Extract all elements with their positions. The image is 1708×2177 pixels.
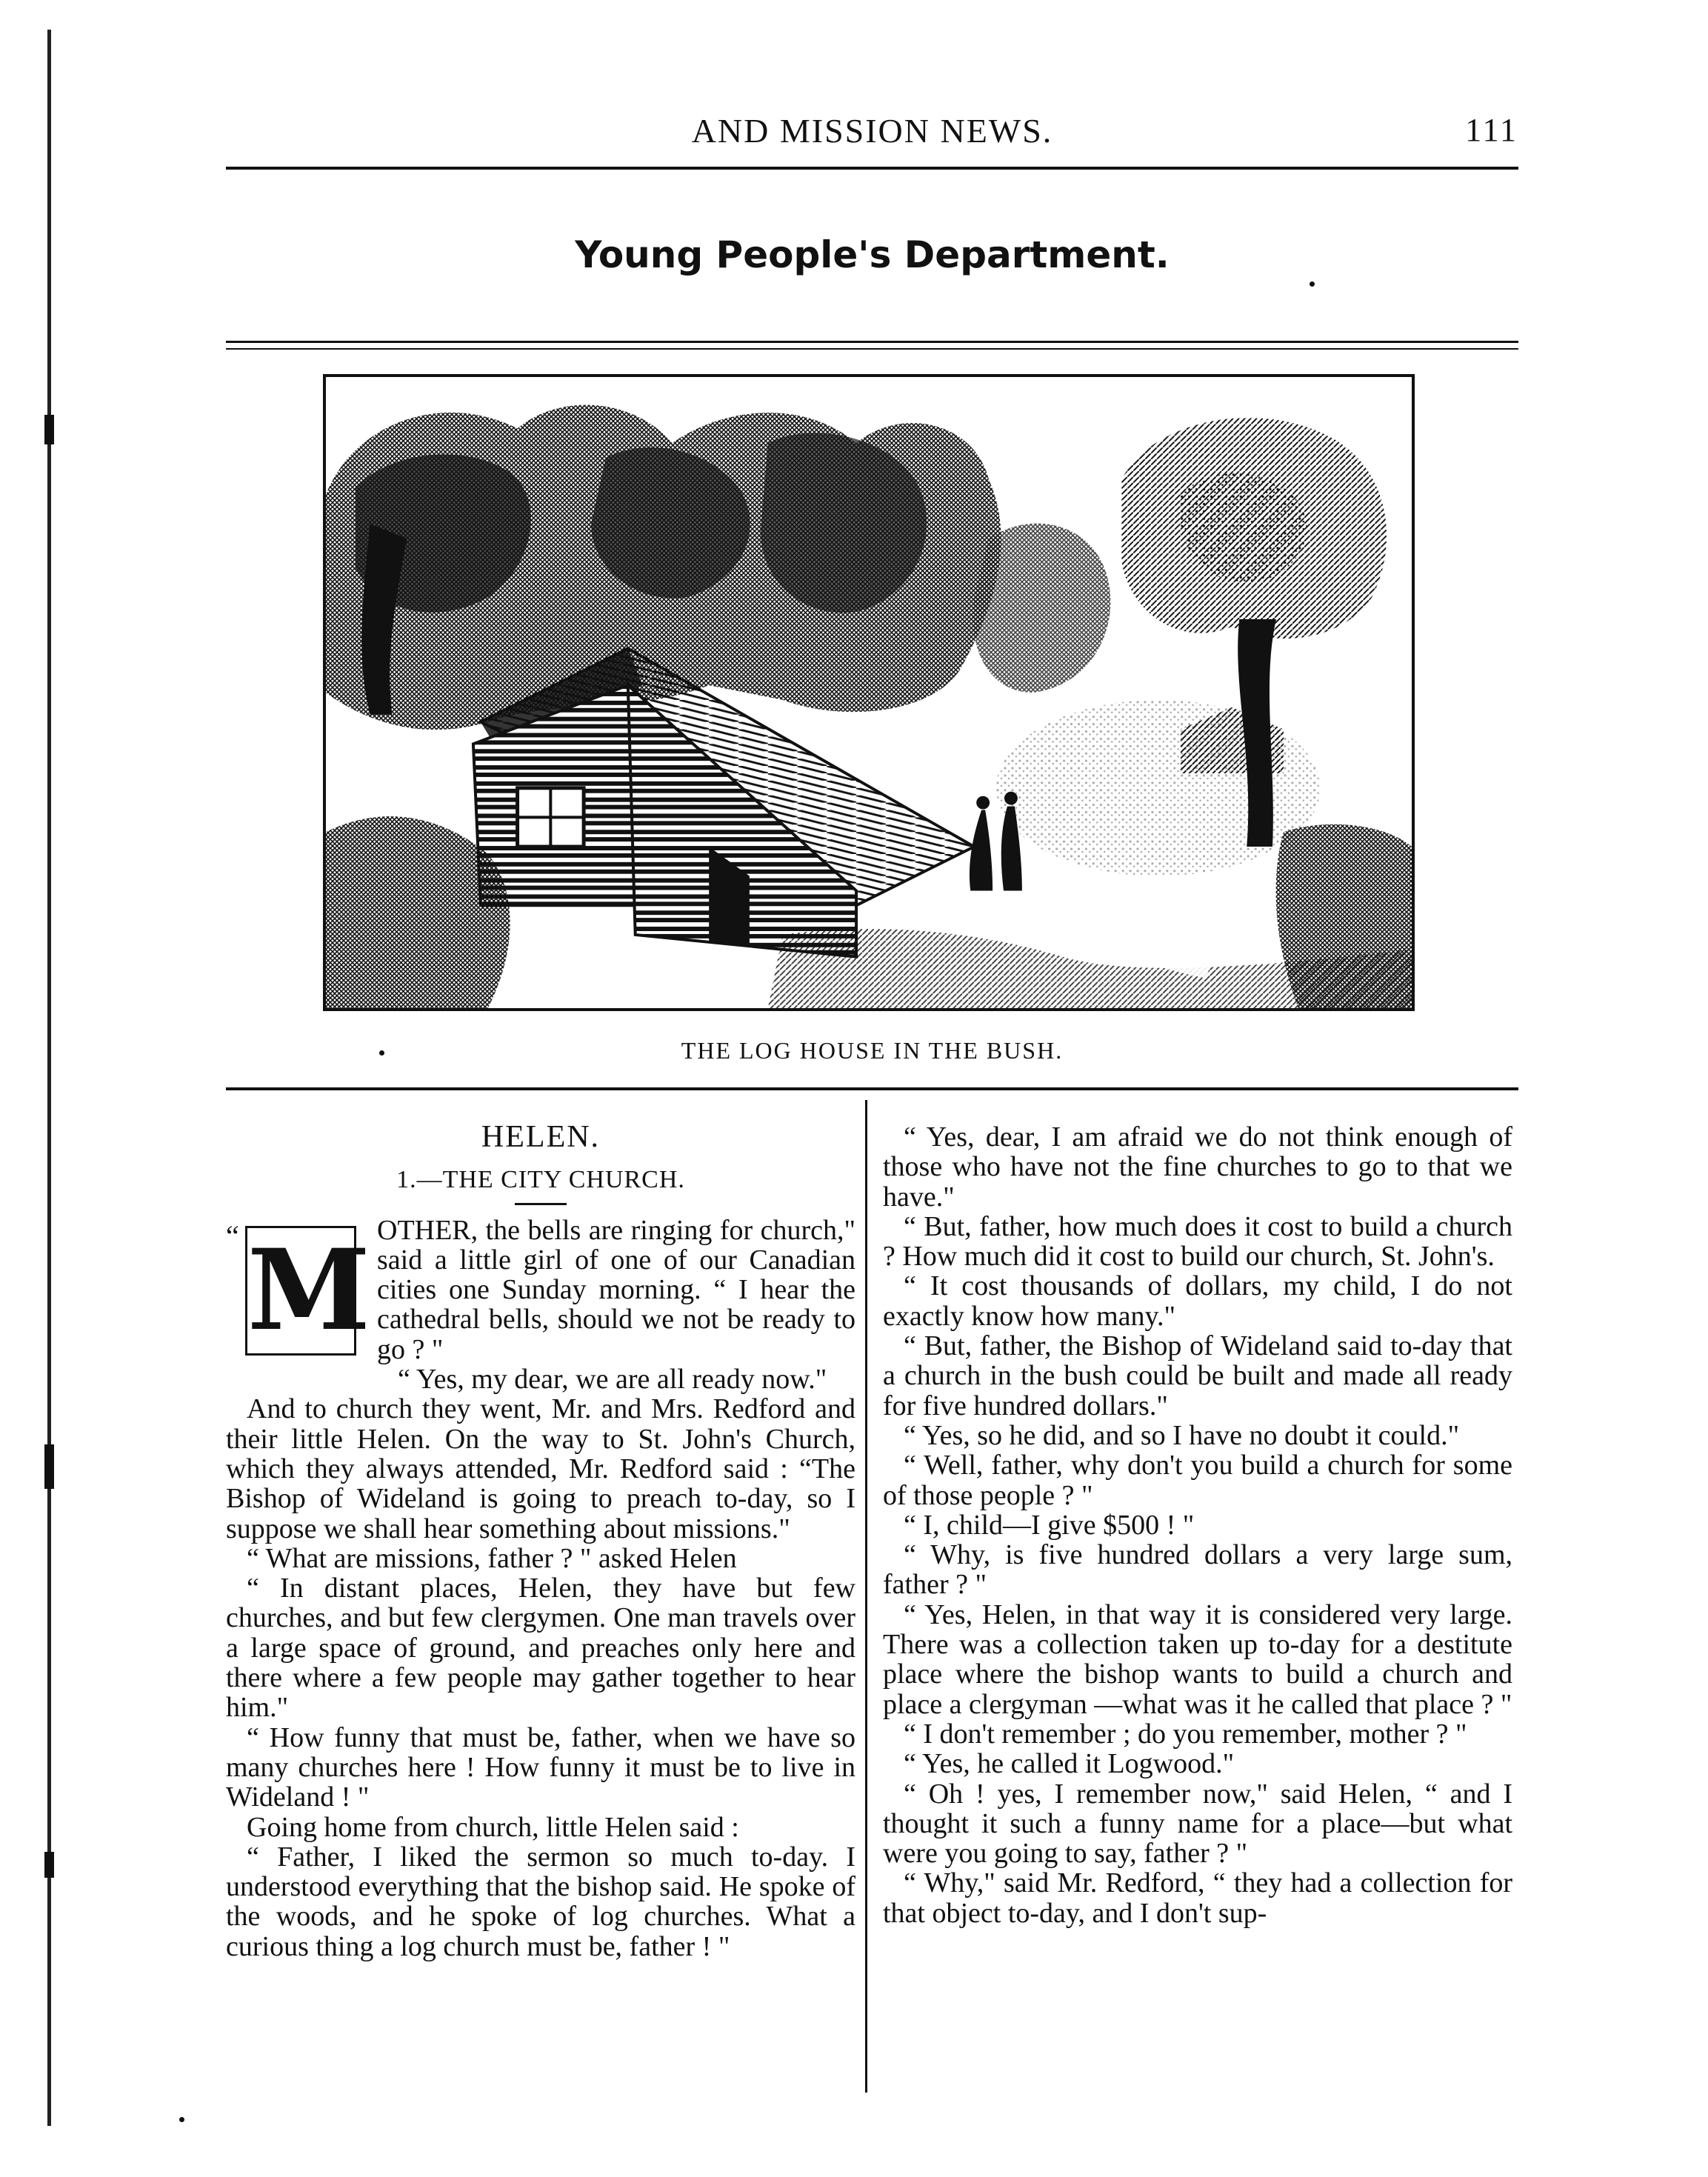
left-column	[226, 1122, 855, 1961]
binding-mark	[44, 415, 54, 444]
double-rule-bottom	[226, 348, 1518, 350]
stray-dot	[379, 1050, 384, 1056]
paragraph: “ But, father, the Bishop of Wideland said to-day that a church in the bush could be built and made all ready for five hundred dollars."	[883, 1330, 1512, 1421]
column-divider	[865, 1100, 867, 2093]
paragraph: “ But, father, how much does it cost to build a church ? How much did it cost to build our church, St. John's.	[883, 1210, 1512, 1273]
drop-cap	[226, 1218, 371, 1367]
binding-mark	[44, 1852, 54, 1878]
stray-dot	[1310, 281, 1315, 287]
running-title: AND MISSION NEWS.	[691, 112, 1053, 150]
chapter-rule	[515, 1203, 567, 1205]
illustration-caption: THE LOG HOUSE IN THE BUSH.	[681, 1037, 1064, 1064]
double-rule-top	[226, 341, 1518, 343]
paragraph: “ Yes, Helen, in that way it is considered very large. There was a collection taken up to-day for a destitute place where the bishop wants to build a church and place a clergyman —what was it he called that place ? "	[883, 1598, 1512, 1720]
paragraph: “ It cost thousands of dollars, my child, I do not exactly know how many."	[883, 1270, 1512, 1332]
paragraph: And to church they went, Mr. and Mrs. Redford and their little Helen. On the way to St. John's Church, which they always attended, Mr. Redford said : “The Bishop of Wideland is going to preach to-day, so I suppose we shall hear something about missions."	[226, 1393, 855, 1544]
paragraph: “ Why," said Mr. Redford, “ they had a collection for that object to-day, and I don't sup-	[883, 1867, 1512, 1929]
columns-top-rule	[226, 1087, 1518, 1090]
right-column	[883, 1122, 1512, 1928]
paragraph: “ Yes, my dear, we are all ready now."	[398, 1364, 827, 1396]
paragraph: “ Father, I liked the sermon so much to-day. I understood everything that the bishop said. He spoke of the woods, and he spoke of log churches. What a curious thing a log church must be, father ! "	[226, 1841, 855, 1962]
page-number: 111	[1465, 112, 1518, 148]
paragraph: “ Yes, dear, I am afraid we do not think enough of those who have not the fine churches to go to that we have."	[883, 1121, 1512, 1213]
story-title: HELEN.	[481, 1120, 601, 1154]
paragraph: “ Why, is five hundred dollars a very large sum, father ? "	[883, 1539, 1512, 1601]
binding-edge	[47, 30, 51, 2126]
paragraph: “ What are missions, father ? " asked Helen	[247, 1542, 737, 1574]
binding-mark	[44, 1444, 54, 1489]
paragraph: “ In distant places, Helen, they have but few churches, and but few clergymen. One man travels over a large space of ground, and preaches only here and there where a few people may gather together to hear him."	[226, 1573, 855, 1724]
paragraph: “ How funny that must be, father, when we have so many churches here ! How funny it must be to live in Wideland ! "	[226, 1721, 855, 1813]
paragraph: OTHER, the bells are ringing for church," said a little girl of one of our Canadian cities one Sunday morning. “ I hear the cathedral bells, should we not be ready to go ? "	[377, 1214, 855, 1365]
paragraph: “ Yes, he called it Logwood."	[904, 1748, 1235, 1780]
header-rule	[226, 167, 1518, 170]
paragraph: “ Well, father, why don't you build a church for some of those people ? "	[883, 1450, 1512, 1511]
paragraph: “ I, child—I give $500 ! "	[904, 1509, 1195, 1541]
drop-cap-quote: “	[226, 1218, 239, 1253]
section-title: Young People's Department.	[575, 233, 1170, 276]
drop-cap-letter: M	[245, 1226, 356, 1356]
paragraph: Going home from church, little Helen said :	[247, 1811, 739, 1843]
paragraph: “ Oh ! yes, I remember now," said Helen, “ and I thought it such a funny name for a place—but what were you going to say, father ? "	[883, 1778, 1512, 1870]
log-house-illustration	[323, 374, 1415, 1011]
paragraph: “ Yes, so he did, and so I have no doubt it could."	[904, 1419, 1460, 1451]
engraving-image	[326, 377, 1412, 1008]
stray-dot	[179, 2117, 184, 2122]
paragraph: “ I don't remember ; do you remember, mother ? "	[904, 1718, 1467, 1750]
running-header	[226, 111, 1518, 156]
chapter-title: 1.—THE CITY CHURCH.	[396, 1166, 685, 1194]
